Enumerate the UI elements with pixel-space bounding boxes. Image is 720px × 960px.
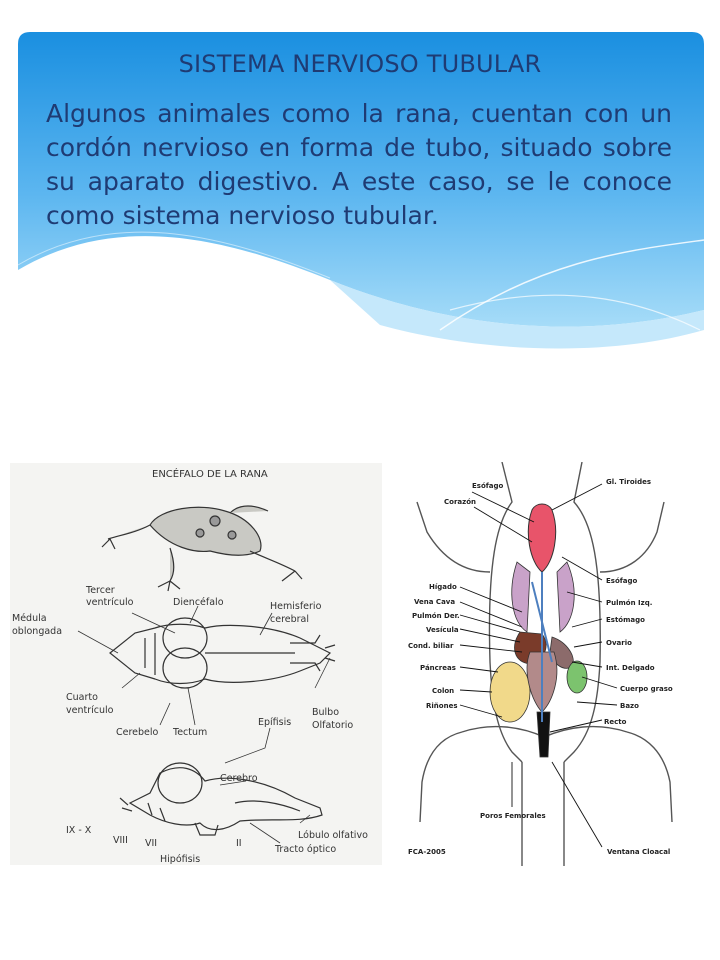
label-hipofisis: Hipófisis (160, 854, 201, 865)
slide-body-text: Algunos animales como la rana, cuentan con un cordón nervioso en forma de tubo, situado sobre su aparato digestivo. A este caso, se le conoce como sistema nervioso tubular. (46, 99, 672, 230)
label-pulmon-izq: Pulmón Izq. (606, 599, 653, 607)
label-ovario: Ovario (606, 639, 632, 647)
label-colon: Colon (432, 687, 455, 695)
label-tectum: Tectum (173, 727, 208, 738)
label-tercer-ventriculo: Tercer (86, 585, 115, 596)
label-viii: VIII (113, 835, 128, 846)
label-diencefalo: Diencéfalo (173, 597, 224, 608)
label-cuerpo-graso: Cuerpo graso (620, 685, 673, 693)
label-hemisferio-2: cerebral (270, 614, 310, 625)
label-lobulo-olfativo: Lóbulo olfativo (298, 830, 368, 841)
label-cond-biliar: Cond. biliar (408, 642, 454, 650)
label-recto: Recto (604, 718, 627, 726)
label-tercer-ventriculo-2: ventrículo (86, 597, 134, 608)
slide-title: SISTEMA NERVIOSO TUBULAR (178, 50, 542, 78)
label-esofago-right: Esófago (606, 577, 638, 585)
label-rinones: Riñones (426, 702, 458, 710)
label-cerebelo: Cerebelo (116, 727, 159, 738)
label-cerebro: Cerebro (220, 773, 258, 784)
label-estomago: Estómago (606, 616, 645, 624)
label-bulbo: Bulbo (312, 707, 340, 718)
label-pancreas: Páncreas (420, 664, 456, 672)
label-vii: VII (145, 838, 158, 849)
label-corazon: Corazón (444, 498, 476, 506)
label-tracto-optico: Tracto óptico (275, 844, 337, 855)
figure-credit: FCA-2005 (408, 848, 446, 856)
label-bulbo-2: Olfatorio (312, 720, 354, 731)
label-bazo: Bazo (620, 702, 639, 710)
label-poros-femorales: Poros Femorales (480, 812, 546, 820)
label-pulmon-der: Pulmón Der. (412, 612, 460, 620)
label-gl-tiroides: Gl. Tiroides (606, 478, 652, 486)
label-higado: Hígado (429, 583, 457, 591)
label-medula-2: oblongada (12, 626, 63, 637)
label-ix-x: IX - X (66, 825, 92, 836)
label-epifisis: Epífisis (258, 717, 292, 728)
label-ii: II (236, 838, 242, 849)
label-medula: Médula (12, 613, 47, 624)
label-vena-cava: Vena Cava (414, 598, 456, 606)
label-int-delgado: Int. Delgado (606, 664, 655, 672)
label-cuarto-ventriculo: Cuarto (66, 692, 98, 703)
label-esofago-left: Esófago (472, 482, 504, 490)
label-cuarto-ventriculo-2: ventrículo (66, 705, 114, 716)
frog-brain-figure (10, 463, 382, 865)
label-hemisferio: Hemisferio (270, 601, 322, 612)
frog-anatomy-figure (402, 462, 688, 866)
label-vesicula: Vesícula (426, 626, 459, 634)
label-ventana-cloacal: Ventana Cloacal (607, 848, 671, 856)
brain-figure-title: ENCÉFALO DE LA RANA (152, 469, 268, 480)
